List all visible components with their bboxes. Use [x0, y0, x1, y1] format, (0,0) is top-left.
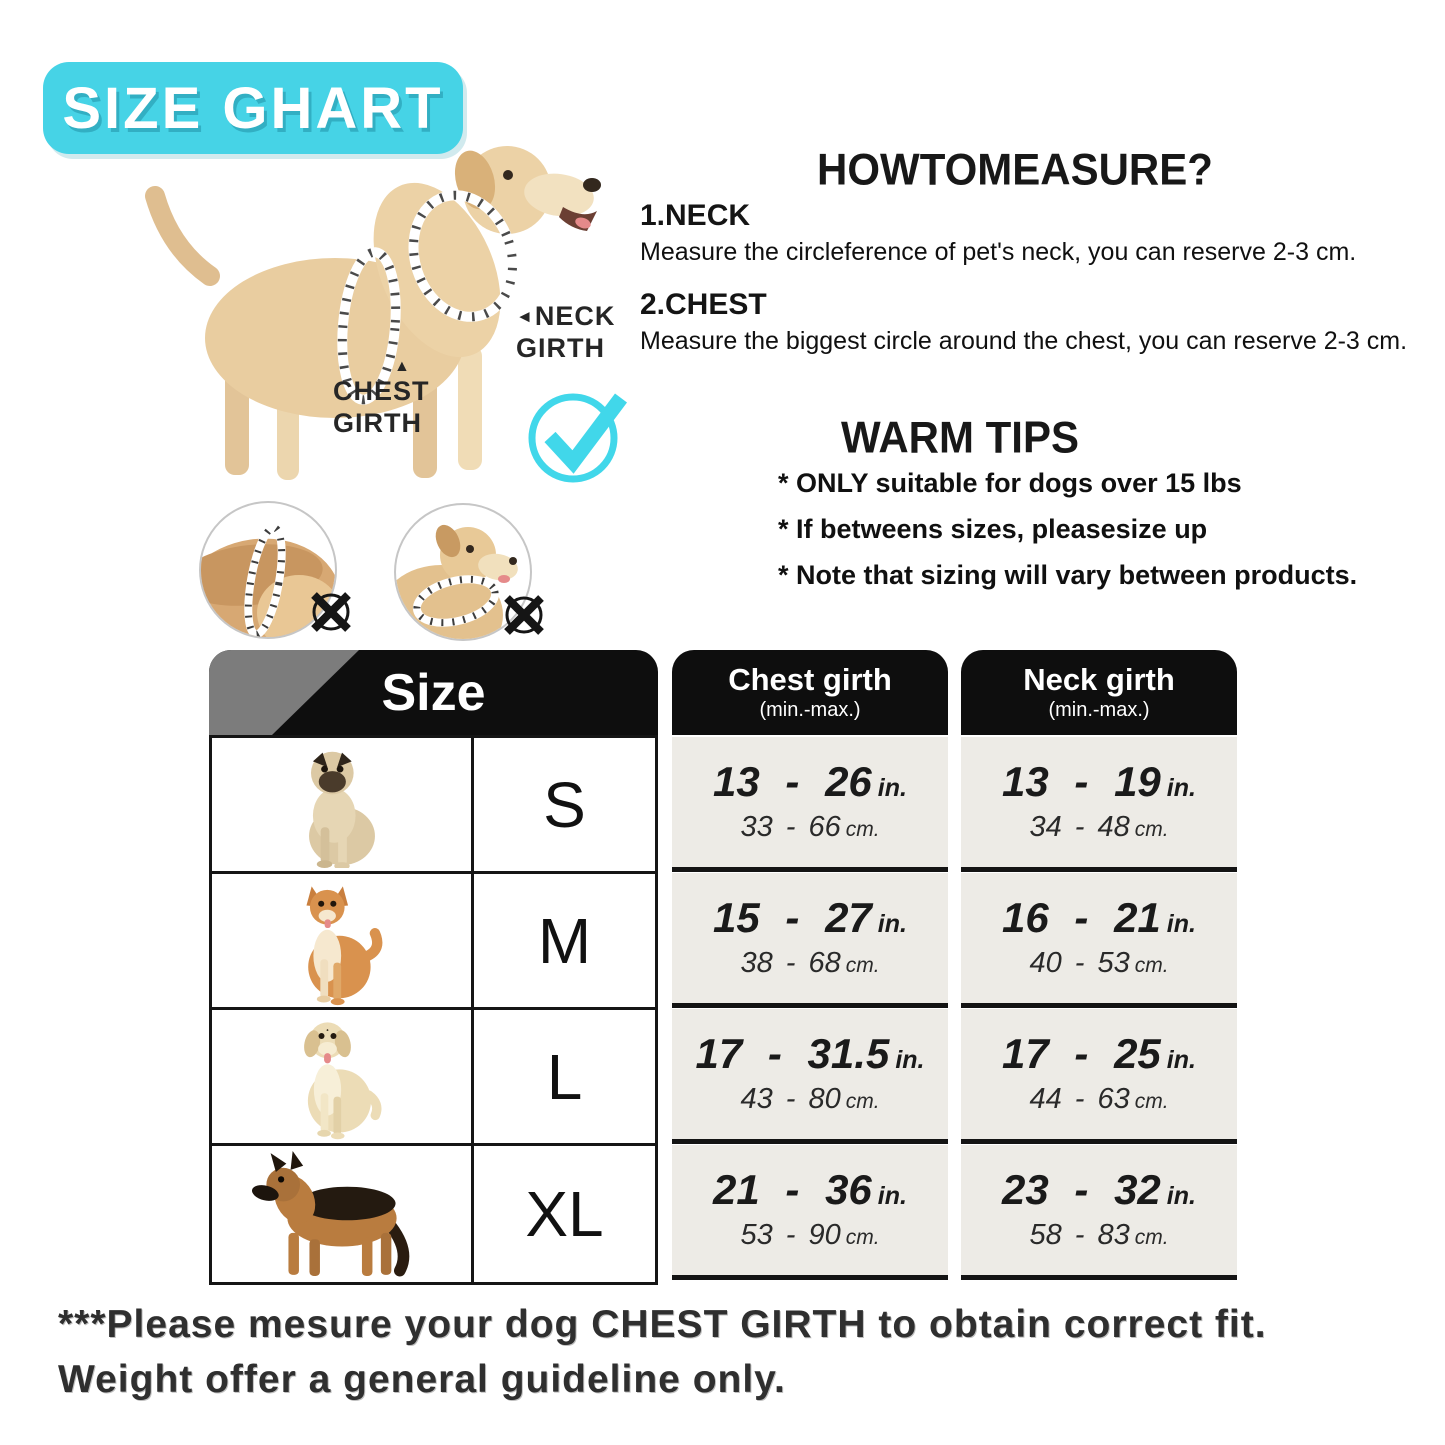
header-corner-accent	[209, 650, 359, 735]
neck-step-text: Measure the circleference of pet's neck, you can reserve 2-3 cm.	[640, 238, 1357, 266]
chest-girth-cell-l: 17 - 31.5 in. 43 - 80 cm.	[672, 1009, 948, 1144]
size-letter-cell: XL	[525, 1178, 604, 1250]
how-to-measure-heading: HOWTOMEASURE?	[817, 144, 1213, 195]
page-title: SIZE GHART	[62, 75, 444, 141]
chest-girth-column-header: Chest girth (min.-max.)	[672, 650, 948, 735]
neck-girth-cell-xl: 23 - 32 in. 58 - 83 cm.	[961, 1145, 1237, 1280]
neck-girth-cell-s: 13 - 19 in. 34 - 48 cm.	[961, 737, 1237, 872]
pug-illustration	[212, 738, 474, 874]
shiba-inu-illustration	[212, 874, 474, 1010]
neck-girth-label: ◄NECK GIRTH	[516, 301, 616, 363]
warm-tip: * If betweens sizes, pleasesize up	[778, 514, 1208, 544]
warm-tip: * ONLY suitable for dogs over 15 lbs	[778, 468, 1242, 498]
size-column-header	[209, 650, 658, 735]
footnote-line-1: ***Please mesure your dog CHEST GIRTH to obtain correct fit.	[58, 1303, 1267, 1346]
size-letter-cell: M	[474, 874, 655, 1010]
chest-step-text: Measure the biggest circle around the chest, you can reserve 2-3 cm.	[640, 327, 1408, 355]
warm-tip: * Note that sizing will vary between products.	[778, 560, 1358, 590]
chest-girth-label: CHEST GIRTH	[333, 376, 430, 438]
chest-step-title: 2.CHEST	[640, 288, 767, 321]
warm-tips-heading: WARM TIPS	[841, 412, 1079, 463]
chest-girth-cell-m: 15 - 27 in. 38 - 68 cm.	[672, 873, 948, 1008]
size-letter-cell: S	[474, 738, 655, 874]
footnote	[58, 1297, 1418, 1408]
correct-checkmark-icon	[523, 378, 631, 486]
german-shepherd-illustration	[212, 1146, 474, 1282]
labrador-illustration	[212, 1010, 474, 1146]
warm-tips-list	[778, 468, 1357, 606]
arrow-up-icon: ▲	[394, 358, 410, 375]
neck-girth-column-header: Neck girth (min.-max.)	[961, 650, 1237, 735]
neck-step-title: 1.NECK	[640, 199, 751, 232]
arrow-left-icon: ◄	[516, 307, 534, 326]
chest-girth-cell-s: 13 - 26 in. 33 - 66 cm.	[672, 737, 948, 872]
size-header-label: Size	[381, 663, 486, 722]
neck-girth-cell-m: 16 - 21 in. 40 - 53 cm.	[961, 873, 1237, 1008]
footnote-line-2: Weight offer a general guideline only.	[58, 1358, 786, 1402]
size-letter-cell: L	[474, 1010, 655, 1146]
neck-girth-cell-l: 17 - 25 in. 44 - 63 cm.	[961, 1009, 1237, 1144]
chest-girth-cell-xl: 21 - 36 in. 53 - 90 cm.	[672, 1145, 948, 1280]
neck-girth-column	[961, 737, 1237, 1281]
size-table	[209, 735, 658, 1285]
cross-icon	[305, 586, 357, 638]
cross-icon	[498, 589, 550, 641]
chest-girth-column	[672, 737, 948, 1281]
